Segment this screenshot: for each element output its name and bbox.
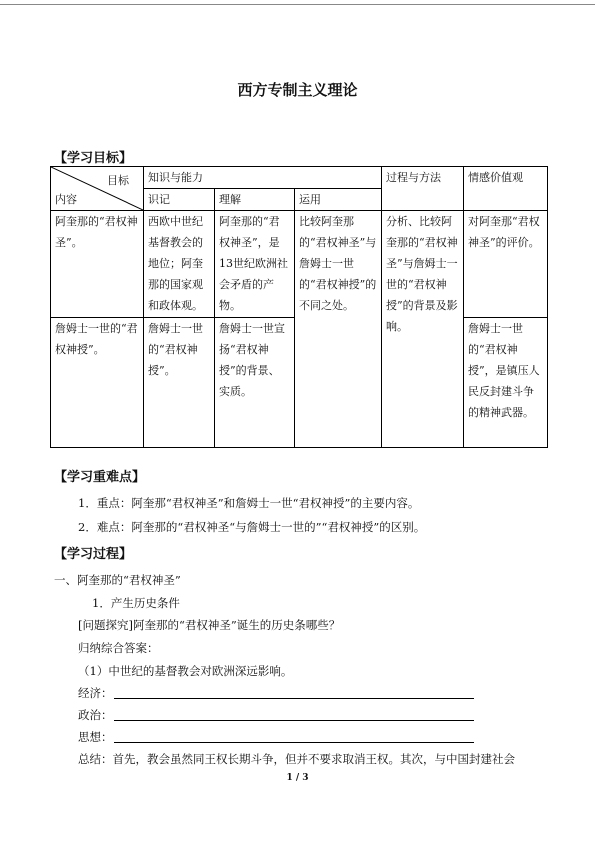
corner-label-content: 内容	[55, 193, 77, 206]
page-title: 西方专制主义理论	[237, 81, 358, 99]
section-heading-process: 【学习过程】	[54, 547, 133, 562]
learning-goals-table	[50, 166, 548, 448]
row2-emotion: 詹姆士一世的“君权神授”，是镇压人民反封建斗争的精神武器。	[464, 318, 548, 448]
answer-label: 归纳综合答案：	[78, 641, 159, 655]
summary-text: 总结：首先，教会虽然同王权长期斗争，但并不要求取消王权。其次，与中国封建社会	[78, 752, 515, 766]
thought-label: 思想：	[78, 730, 113, 744]
section-heading-goals: 【学习目标】	[54, 151, 133, 166]
header-emotion: 情感价值观	[464, 167, 548, 211]
row1-yunyong: 比较阿奎那的“君权神圣”与詹姆士一世的“君权神授”的不同之处。	[295, 211, 382, 448]
row1-content: 阿奎那的“君权神圣”。	[51, 211, 144, 318]
header-knowledge-ability: 知识与能力	[144, 167, 382, 189]
row2-content: 詹姆士一世的“君权神授”。	[51, 318, 144, 448]
row1-shiji: 西欧中世纪基督教会的地位；阿奎那的国家观和政体观。	[144, 211, 215, 318]
problem-inquiry: [问题探究]阿奎那的“君权神圣”诞生的历史条哪些？	[78, 618, 341, 632]
row2-lijie: 詹姆士一世宣扬“君权神授”的背景、实质。	[215, 318, 295, 448]
politics-label: 政治：	[78, 708, 113, 722]
page-top-rule	[0, 4, 595, 5]
key-point-2: 2．难点：阿奎那的“君权神圣“与詹姆士一世的”“君权神授”的区别。	[78, 520, 426, 534]
answer-1: （1）中世纪的基督教会对欧洲深远影响。	[78, 664, 293, 678]
table-row	[51, 211, 548, 318]
header-process-method: 过程与方法	[382, 167, 464, 211]
corner-label-goal: 目标	[107, 174, 129, 187]
header-shiji: 识记	[144, 189, 215, 211]
process-part1-heading: 一、阿奎那的“君权神圣”	[54, 573, 181, 587]
economy-blank-line[interactable]	[114, 698, 474, 699]
section-heading-key-points: 【学习重难点】	[54, 470, 146, 485]
row1-process: 分析、比较阿奎那的“君权神圣”与詹姆士一世的“君权神授”的背景及影响。	[382, 211, 464, 448]
process-sub1-heading: 1．产生历史条件	[92, 596, 180, 610]
politics-blank-line[interactable]	[114, 720, 474, 721]
economy-label: 经济：	[78, 686, 113, 700]
header-yunyong: 运用	[295, 189, 382, 211]
table-corner-cell	[51, 167, 144, 211]
thought-blank-line[interactable]	[114, 742, 474, 743]
row1-emotion: 对阿奎那“君权神圣”的评价。	[464, 211, 548, 318]
row1-lijie: 阿奎那的“君权神圣”，是13世纪欧洲社会矛盾的产物。	[215, 211, 295, 318]
page-number: 1 / 3	[286, 773, 309, 783]
header-lijie: 理解	[215, 189, 295, 211]
key-point-1: 1．重点：阿奎那“君权神圣”和詹姆士一世“君权神授”的主要内容。	[78, 496, 420, 510]
row2-shiji: 詹姆士一世的“君权神授”。	[144, 318, 215, 448]
